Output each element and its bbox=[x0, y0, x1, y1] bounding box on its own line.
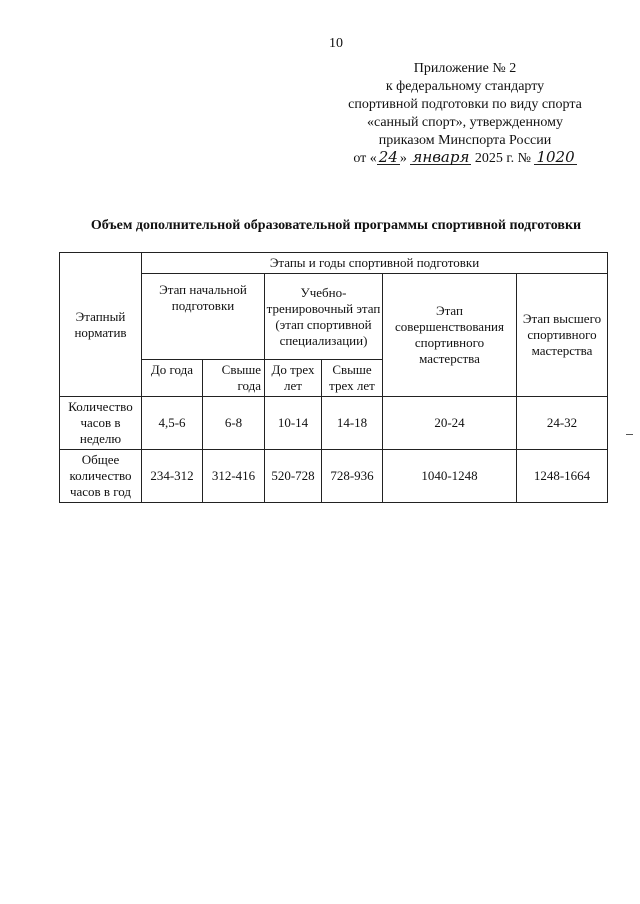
handwritten-order-number: 1020 bbox=[536, 148, 575, 166]
row-label: Количество часов в неделю bbox=[60, 397, 142, 450]
table-cell: 6-8 bbox=[203, 397, 265, 450]
stage-initial-header: Этап начальной подготовки bbox=[142, 274, 265, 360]
appendix-line-3: «санный спорт», утвержденному bbox=[366, 115, 564, 130]
handwritten-month: января bbox=[412, 148, 470, 166]
table-cell: 234-312 bbox=[142, 450, 203, 503]
stage-training-header: Учебно-тренировочный этап (этап спортивной специализации) bbox=[265, 274, 383, 360]
table-cell: 20-24 bbox=[383, 397, 517, 450]
stages-group-header: Этапы и годы спортивной подготовки bbox=[142, 253, 608, 274]
table-cell: 14-18 bbox=[322, 397, 383, 450]
table-row bbox=[60, 450, 608, 503]
subheader-initial-up-to-year: До года bbox=[142, 360, 203, 397]
table-cell: 4,5-6 bbox=[142, 397, 203, 450]
stage-highest-header: Этап высшего спортивного мастерства bbox=[517, 274, 608, 397]
year-text: 2025 г. № bbox=[471, 151, 535, 166]
handwritten-day: 24 bbox=[378, 148, 398, 166]
page-number: 10 bbox=[329, 36, 343, 51]
subheader-initial-over-year: Свыше года bbox=[203, 360, 265, 397]
margin-tick-mark bbox=[626, 434, 633, 435]
row-header-cell: Этапный норматив bbox=[60, 253, 142, 397]
table-cell: 728-936 bbox=[322, 450, 383, 503]
appendix-date-line bbox=[320, 150, 610, 168]
row-label: Общее количество часов в год bbox=[60, 450, 142, 503]
document-title: Объем дополнительной образовательной программы спортивной подготовки bbox=[90, 218, 582, 233]
stage-improvement-header: Этап совершенствования спортивного мастерства bbox=[383, 274, 517, 397]
date-prefix: от « bbox=[353, 151, 377, 166]
appendix-line-1: к федеральному стандарту bbox=[385, 79, 545, 94]
table-cell: 1248-1664 bbox=[517, 450, 608, 503]
appendix-title: Приложение № 2 bbox=[413, 61, 517, 76]
table-cell: 24-32 bbox=[517, 397, 608, 450]
subheader-training-up-to-3: До трех лет bbox=[265, 360, 322, 397]
appendix-line-2: спортивной подготовки по виду спорта bbox=[348, 97, 582, 112]
appendix-line-4: приказом Минспорта России bbox=[378, 133, 552, 148]
program-volume-table bbox=[59, 252, 608, 503]
table-cell: 10-14 bbox=[265, 397, 322, 450]
table-cell: 1040-1248 bbox=[383, 450, 517, 503]
date-mid: » bbox=[399, 151, 411, 166]
table-cell: 520-728 bbox=[265, 450, 322, 503]
appendix-block bbox=[320, 60, 610, 168]
subheader-training-over-3: Свыше трех лет bbox=[322, 360, 383, 397]
table-row bbox=[60, 397, 608, 450]
table-cell: 312-416 bbox=[203, 450, 265, 503]
